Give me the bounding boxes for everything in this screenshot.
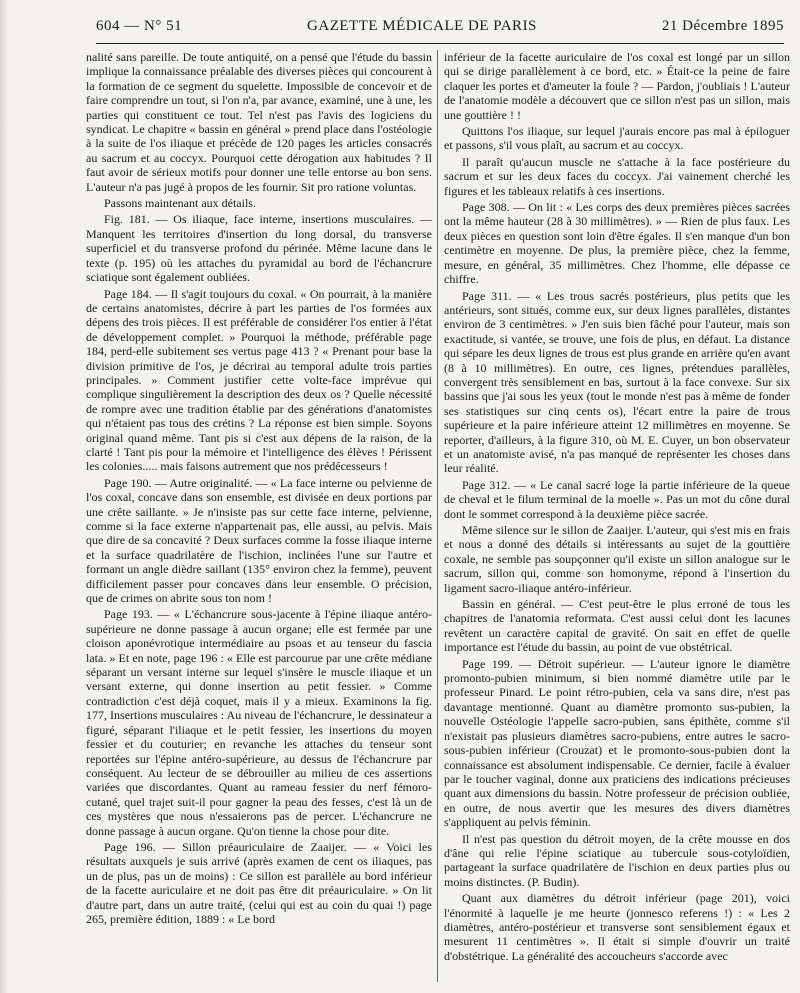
paragraph: Page 184. — Il s'agit toujours du coxal. « On pourrait, à la manière de certains anatomistes, décrire à part les parties de l'os formées aux dépens des trois pièces. Il est préférable de considérer l'os entier à l'état de développement complet. » Pourquoi la méthode, préférable page 184, perd-elle subitement ses vertus page 413 ? « Prenant pour base la division primitive de l'os, je décrirai au temporal adulte trois parties principales. » Comment justifier cette volte-face imprévue qui complique singulièrement la description des deux os ? Quelle nécessité de rompre avec une tradition établie par des générations d'anatomistes qui n'étaient pas tous des crétins ? La réponse est bien simple. Soyons original quand même. Tant pis si c'est aux dépens de la raison, de la clarté ! Tant pis pour la mémoire et l'intelligence des élèves ! Périssent les colonies..... mais faisons autrement que nos prédécesseurs ! [86, 286, 432, 474]
paragraph: nalité sans pareille. De toute antiquité, on a pensé que l'étude du bassin implique la connaissance préalable des diverses pièces qui concourent à la formation de ce segment du squelette. Impossible de concevoir et de faire comprendre un tout, si l'on n'a, par avance, examiné, une à une, les parties qui constituent ce tout. Tel n'est pas l'avis des logiciens du syndicat. Le chapitre « bassin en général » prend place dans l'ostéologie à la suite de l'os iliaque et précède de 120 pages les articles consacrés au sacrum et au coccyx. Pourquoi cette dérogation aux habitudes ? Il faut avoir de sérieux motifs pour donner une telle entorse au bon sens. L'auteur n'a pas jugé à propos de les fournir. Sit pro ratione voluntas. [86, 50, 432, 194]
paragraph: Bassin en général. — C'est peut-être le plus erroné de tous les chapitres de l'anatomia reformata. C'est aussi celui dont les lacunes revêtent un caractère capital de gravité. On sait en effet de quelle importance est l'étude du bassin, au point de vue obstétrical. [444, 597, 790, 655]
paragraph: Page 193. — « L'échancrure sous-jacente à l'épine iliaque antéro-supérieure ne donne passage à aucun organe; elle est fermée par une cloison aponévrotique intermédiaire au psoas et au tenseur du fascia lata. » Et en note, page 196 : « Elle est parcourue par une crête médiane séparant un versant interne sur lequel s'insère le muscle iliaque et un versant externe, qui donne insertion au petit fessier. » Comme contradiction c'est déjà coquet, mais il y a mieux. Examinons la fig. 177, Insertions musculaires : Au niveau de l'échancrure, le dessinateur a figuré, séparant l'iliaque et le petit fessier, les insertions du moyen fessier et du couturier; en revanche les attaches du tenseur sont reportées sur l'épine antéro-supérieure, au dessus de l'échancrure par conséquent. Au lecteur de se débrouiller au milieu de ces assertions variées que discordantes. Quant au rameau fessier du nerf fémoro-cutané, quel trajet suit-il pour gagner la peau des fesses, c'est là un de ces mystères que nous n'essaierons pas de percer. L'échancrure ne donne passage à aucun organe. Qu'on tienne la chose pour dite. [86, 607, 432, 838]
issue-date: 21 Décembre 1895 [661, 17, 784, 34]
page-header [96, 12, 784, 40]
right-column [444, 50, 790, 982]
paragraph: Quant aux diamètres du détroit inférieur (page 201), voici l'énormité à laquelle je me heurte (jonnesco referens !) : « Les 2 diamètres, antéro-postérieur et transverse sont sensiblement égaux et mesurent 11 centimètres ». Il était si simple d'ouvrir un traité d'obstétrique. La généralité des accoucheurs s'accorde avec [444, 891, 790, 963]
left-column [86, 50, 432, 982]
paragraph: Passons maintenant aux détails. [104, 196, 256, 211]
paragraph: Page 199. — Détroit supérieur. — L'auteur ignore le diamètre promonto-pubien minimum, si bien nommé diamètre utile par le professeur Pinard. Le point rétro-pubien, cela va sans dire, n'est pas davantage mentionné. Quant au diamètre promonto sus-pubien, la nouvelle Ostéologie l'appelle sacro-pubien, sans épithète, comme s'il n'existait pas plusieurs diamètres sacro-pubiens, entre autres le sacro-sous-pubien inférieur (Crouzat) et le promonto-sous-pubien dont la connaissance est absolument indispensable. Ce dernier, facile à évaluer par le toucher vaginal, donne aux praticiens des indications précieuses quant aux dimensions du bassin. Notre professeur de précision oubliée, en outre, de nous avertir que les mesures des divers diamètres s'appliquent au pelvis féminin. [444, 656, 790, 830]
paragraph: Page 311. — « Les trous sacrés postérieurs, plus petits que les antérieurs, sont situés, comme eux, sur deux lignes parallèles, distantes environ de 3 centimètres. » J'en suis bien fâché pour l'auteur, mais son exactitude, si vantée, se trouve, une fois de plus, en défaut. La distance qui sépare les deux lignes de trous est plus grande en arrière qu'en avant (8 à 10 millimètres). En outre, ces lignes, prétendues parallèles, convergent très sensiblement en bas, surtout à la face convexe. Sur six bassins que j'ai sous les yeux (tout le monde n'est pas à même de fonder ses statistiques sur cinq cents os), l'écart entre la paire de trous supérieure et la paire inférieure atteint 12 millimètres en moyenne. Se reporter, d'ailleurs, à la figure 310, où M. E. Cuyer, un bon observateur et un anatomiste avisé, n'a pas manqué de représenter les choses dans leur réalité. [444, 288, 790, 476]
journal-title: GAZETTE MÉDICALE DE PARIS [307, 17, 537, 34]
paragraph: Quittons l'os iliaque, sur lequel j'aurais encore pas mal à épiloguer et passons, s'il vous plaît, au sacrum et au coccyx. [444, 124, 790, 153]
page-number: 604 — N° 51 [96, 17, 183, 34]
paragraph: Même silence sur le sillon de Zaaijer. L'auteur, qui s'est mis en frais et nous a donné des détails si intéressants au sujet de la gouttière coxale, ne semble pas soupçonner qu'il existe un sillon analogue sur le sacrum, sillon qui, comme son homonyme, répond à l'insertion du ligament sacro-iliaque antéro-inférieur. [444, 523, 790, 595]
paragraph: Page 190. — Autre originalité. — « La face interne ou pelvienne de l'os coxal, concave dans son ensemble, est divisée en deux portions par une crête saillante. » Je n'insiste pas sur cette face interne, pelvienne, comme si la face externe n'appartenait pas, elle aussi, au pelvis. Mais que dire de sa concavité ? Deux surfaces comme la fosse iliaque interne et la surface quadrilatère de l'ischion, inclinées l'une sur l'autre et formant un angle dièdre saillant (135° environ chez la femme), peuvent difficilement passer pour concaves dans leur ensemble. O précision, que de crimes on abrite sous ton nom ! [86, 475, 432, 606]
header-rule [96, 43, 784, 44]
paragraph: Page 312. — « Le canal sacré loge la partie inférieure de la queue de cheval et le filum terminal de la moelle ». Pas un mot du cône dural dont le sommet correspond à la deuxième pièce sacrée. [444, 477, 790, 521]
page-edge-shadow [0, 0, 8, 993]
paragraph: Il paraît qu'aucun muscle ne s'attache à la face postérieure du sacrum et sur les deux faces du coccyx. J'ai vainement cherché les figures et les tableaux relatifs à ces insertions. [444, 154, 790, 198]
paragraph: Il n'est pas question du détroit moyen, de la crête mousse en dos d'âne qui relie l'épine sciatique au tubercule sous-cotyloïdien, partageant la surface quadrilatère de l'ischion en deux parties plus ou moins distinctes. (P. Budin). [444, 831, 790, 889]
column-divider [437, 50, 438, 982]
paragraph: inférieur de la facette auriculaire de l'os coxal est longé par un sillon qui se dirige parallèlement à ce bord, etc. » Était-ce la peine de faire claquer les portes et d'ameuter la foule ? — Pardon, j'oubliais ! L'auteur de l'anatomie modèle a découvert que ce sillon n'est pas un sillon, mais une gouttière ! ! [444, 50, 790, 122]
paragraph: Page 308. — On lit : « Les corps des deux premières pièces sacrées ont la même hauteur (28 à 30 millimètres). » — Rien de plus faux. Les deux pièces en question sont loin d'être égales. Il s'en manque d'un bon centimètre en moyenne. De plus, la première pièce, chez la femme, mesure, en général, 35 millimètres. Chez l'homme, elle dépasse ce chiffre. [444, 200, 790, 287]
paragraph: Fig. 181. — Os iliaque, face interne, insertions musculaires. — Manquent les territoires d'insertion du long dorsal, du transverse superficiel et du transverse profond du périnée. Même lacune dans le texte (p. 195) où les attaches du pyramidal au bord de l'échancrure sciatique sont également oubliées. [86, 212, 432, 285]
paragraph: Page 196. — Sillon préauriculaire de Zaaijer. — « Voici les résultats auxquels je suis arrivé (après examen de cent os iliaques, pas un de plus, pas un de moins) : Ce sillon est parallèle au bord inférieur de la facette auriculaire et ne doit pas être dit préauriculaire. » On lit d'autre part, dans un autre traité, (celui qui est au coin du quai !) page 265, première édition, 1889 : « Le bord [86, 839, 432, 926]
